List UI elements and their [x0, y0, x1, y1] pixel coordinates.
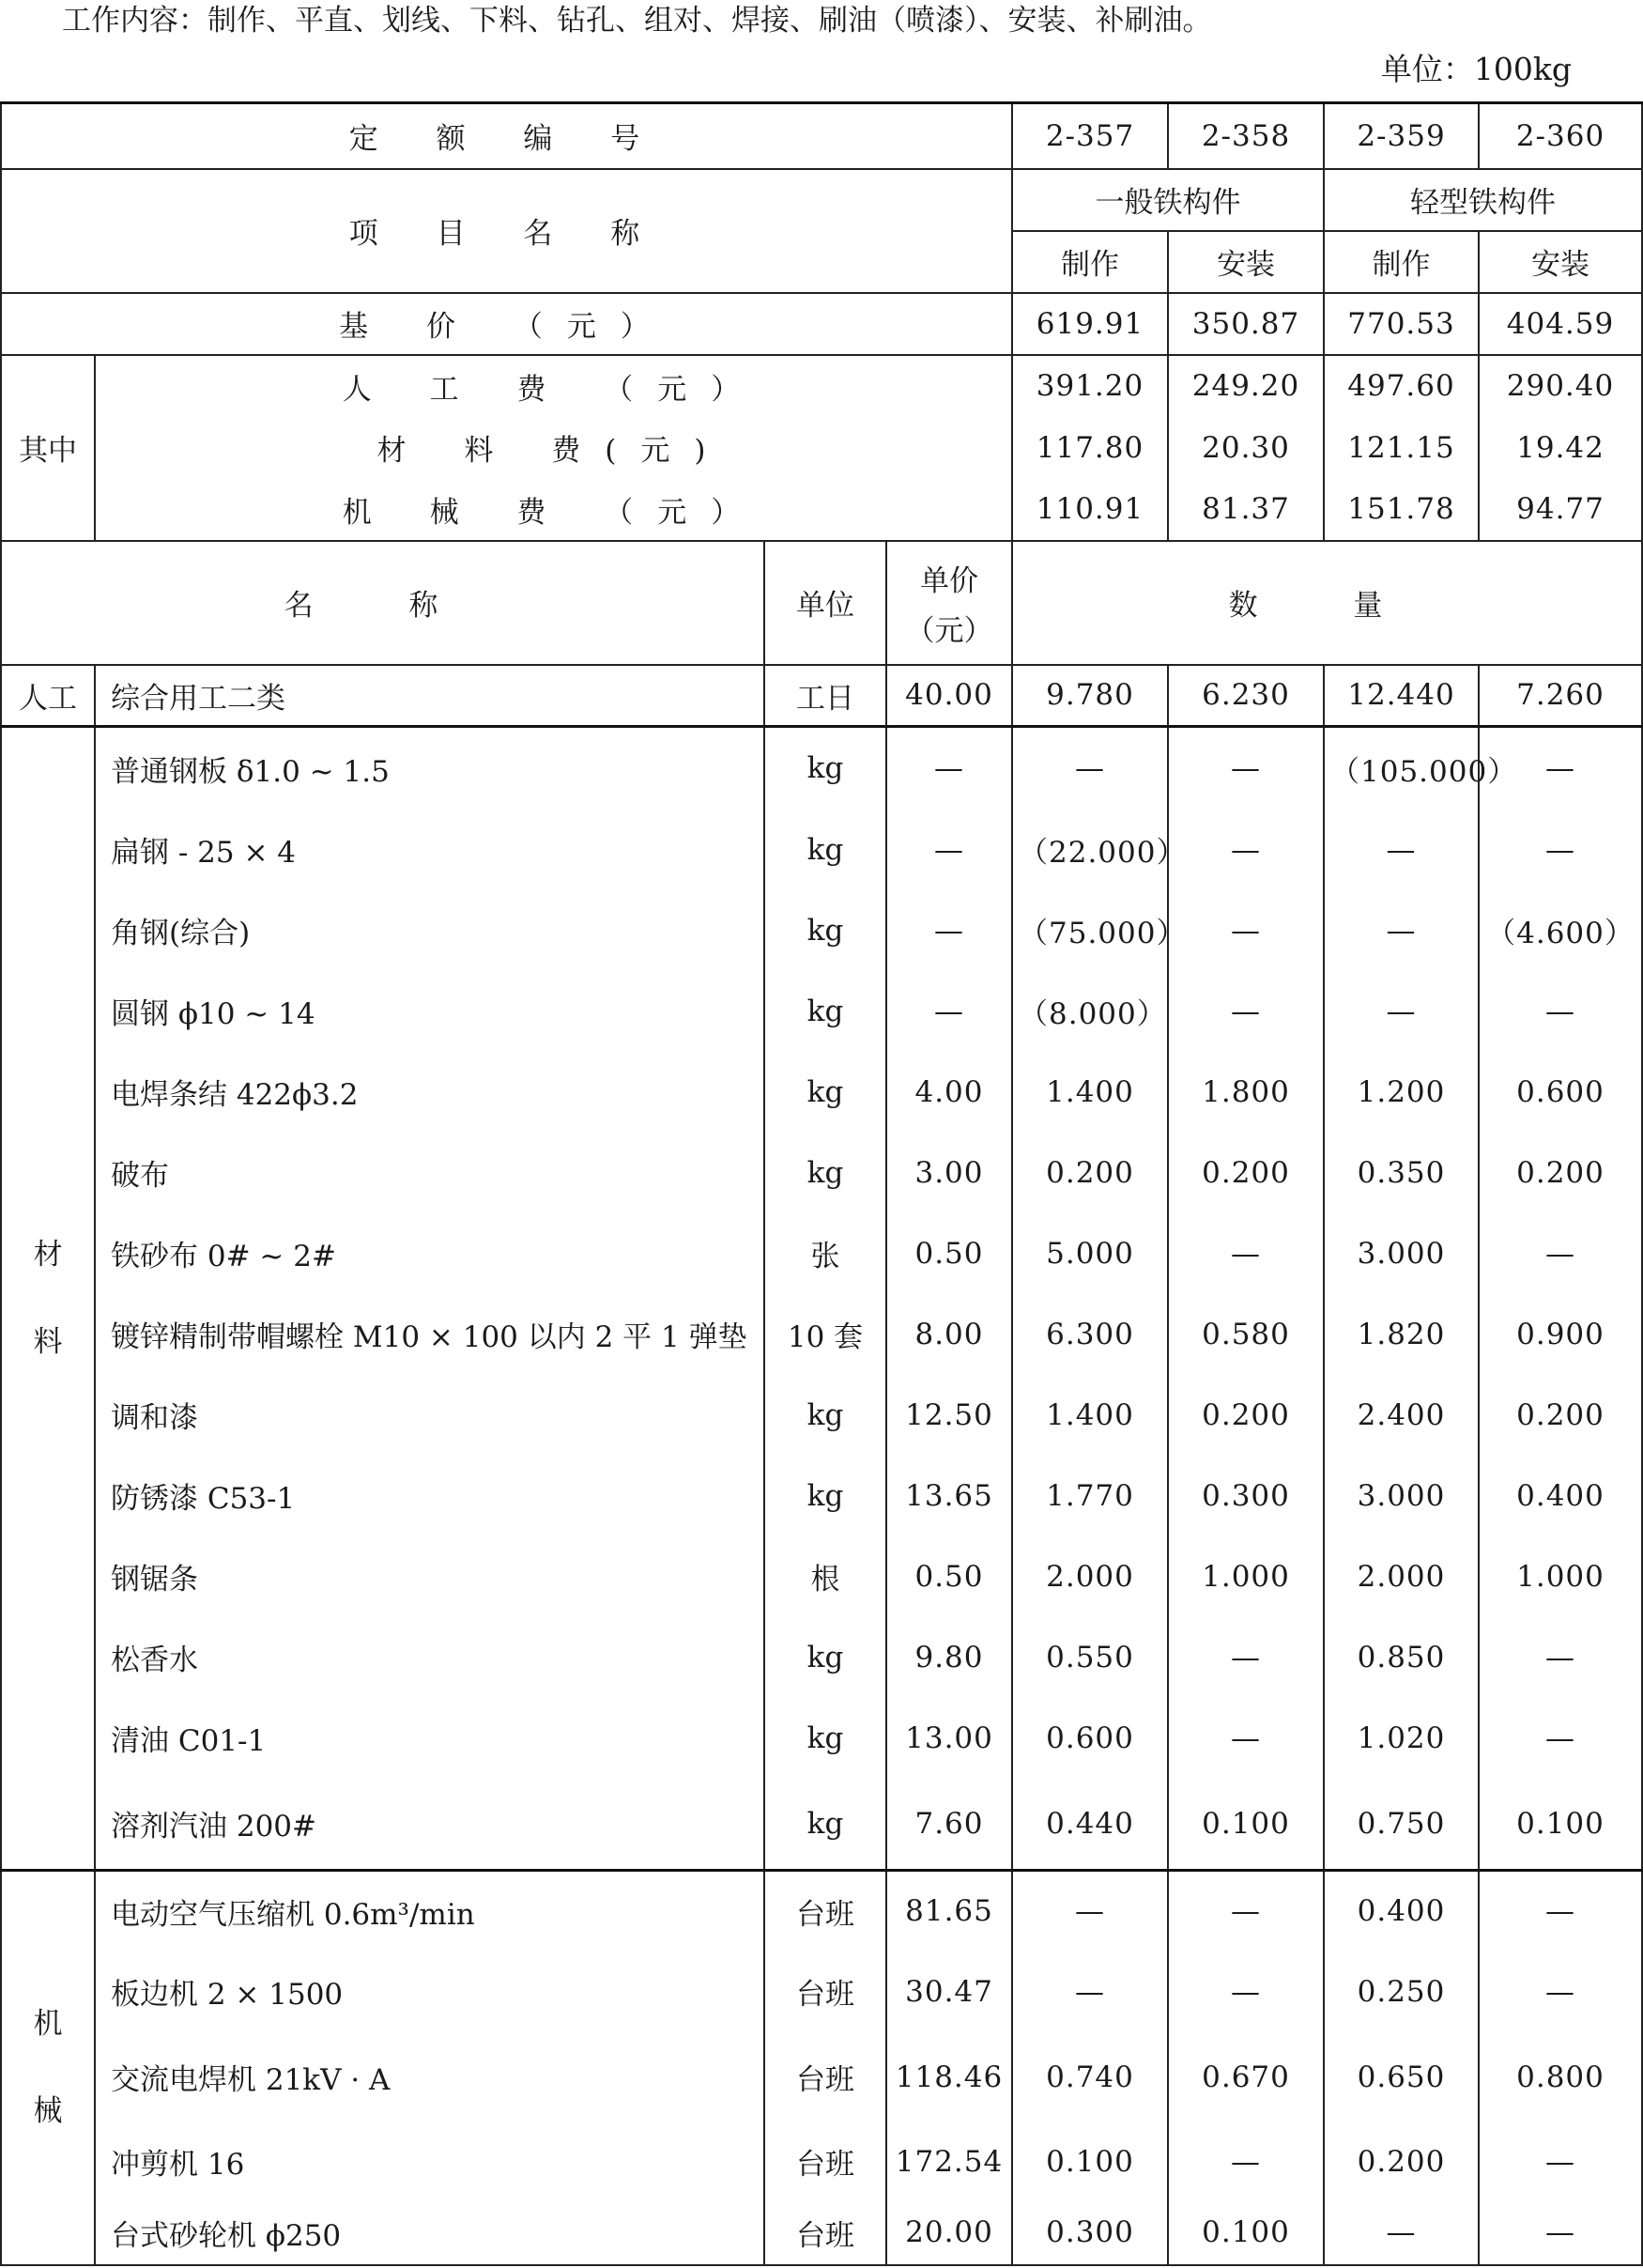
item-name: 圆钢 ϕ10 ~ 14: [95, 971, 764, 1052]
sub-item-label: 制作: [1324, 231, 1479, 293]
item-name: 扁钢 - 25 × 4: [95, 810, 764, 890]
item-qty: —: [1479, 971, 1642, 1052]
item-qty: 1.000: [1168, 1536, 1324, 1617]
item-price: 4.00: [886, 1052, 1012, 1133]
item-name-label: 项 目 名 称: [1, 169, 1012, 293]
item-unit: kg: [764, 810, 886, 890]
item-name: 普通钢板 δ1.0 ~ 1.5: [95, 727, 764, 810]
material-row: [1, 971, 1642, 1052]
item-name: 角钢(综合): [95, 890, 764, 971]
item-name: 调和漆: [95, 1375, 764, 1456]
item-unit: kg: [764, 1375, 886, 1456]
material-row: [1, 1779, 1642, 1871]
breakdown-cell: 110.91: [1012, 479, 1168, 541]
item-qty: 1.200: [1324, 1052, 1479, 1133]
item-qty: 0.300: [1012, 2201, 1168, 2265]
item-qty: 0.200: [1324, 2122, 1479, 2201]
item-qty: （75.000）: [1012, 890, 1168, 971]
item-qty: 0.100: [1479, 1779, 1642, 1871]
item-qty: —: [1479, 1952, 1642, 2032]
item-qty: —: [1324, 810, 1479, 890]
quota-no-cell: 2-357: [1012, 103, 1168, 169]
qizhong-label: 其中: [1, 355, 95, 541]
item-qty: 0.580: [1168, 1294, 1324, 1375]
item-name: 防锈漆 C53-1: [95, 1456, 764, 1536]
item-price: 20.00: [886, 2201, 1012, 2265]
base-price-cell: 619.91: [1012, 293, 1168, 355]
labor-qty: 9.780: [1012, 665, 1168, 727]
item-name: 台式砂轮机 ϕ250: [95, 2201, 764, 2265]
quota-no-row: [1, 103, 1642, 169]
item-qty: 6.300: [1012, 1294, 1168, 1375]
labor-fee-row: [1, 355, 1642, 417]
item-qty: 0.250: [1324, 1952, 1479, 2032]
item-name: 板边机 2 × 1500: [95, 1952, 764, 2032]
item-name: 电焊条结 422ϕ3.2: [95, 1052, 764, 1133]
group-label: 轻型铁构件: [1324, 169, 1642, 231]
labor-category: 人工: [1, 665, 95, 727]
item-qty: 0.300: [1168, 1456, 1324, 1536]
item-qty: 1.020: [1324, 1698, 1479, 1779]
base-price-label: 基 价 （元）: [1, 293, 1012, 355]
unit-label: 单位：100kg: [1380, 51, 1572, 87]
sub-item-label: 安装: [1168, 231, 1324, 293]
item-qty: 0.750: [1324, 1779, 1479, 1871]
breakdown-cell: 81.37: [1168, 479, 1324, 541]
item-price: 118.46: [886, 2032, 1012, 2122]
item-qty: —: [1479, 1698, 1642, 1779]
breakdown-cell: 497.60: [1324, 355, 1479, 417]
item-unit: kg: [764, 971, 886, 1052]
column-header-row: [1, 541, 1642, 665]
item-qty: —: [1479, 1213, 1642, 1294]
base-price-cell: 350.87: [1168, 293, 1324, 355]
breakdown-label: 材 料 费(元): [95, 417, 1012, 479]
item-qty: 1.000: [1479, 1536, 1642, 1617]
machinery-category: [1, 1871, 95, 2265]
item-qty: 0.400: [1479, 1456, 1642, 1536]
item-qty: 1.820: [1324, 1294, 1479, 1375]
price-header-line: 单价: [920, 563, 978, 598]
labor-qty: 12.440: [1324, 665, 1479, 727]
item-price: 172.54: [886, 2122, 1012, 2201]
item-qty: 2.000: [1324, 1536, 1479, 1617]
item-unit: kg: [764, 1779, 886, 1871]
breakdown-cell: 121.15: [1324, 417, 1479, 479]
material-row: [1, 810, 1642, 890]
item-qty: —: [1479, 810, 1642, 890]
item-qty: —: [1168, 727, 1324, 810]
item-qty: 0.800: [1479, 2032, 1642, 2122]
price-header: [886, 541, 1012, 665]
item-name: 破布: [95, 1133, 764, 1213]
item-price: 12.50: [886, 1375, 1012, 1456]
item-name: 铁砂布 0# ~ 2#: [95, 1213, 764, 1294]
price-header-line: （元）: [905, 613, 993, 648]
item-qty: 0.670: [1168, 2032, 1324, 2122]
item-unit: 台班: [764, 2201, 886, 2265]
item-unit: 台班: [764, 2032, 886, 2122]
quantity-header: 数 量: [1012, 541, 1642, 665]
item-qty: —: [1479, 1871, 1642, 1952]
item-qty: —: [1012, 1952, 1168, 2032]
item-unit: 根: [764, 1536, 886, 1617]
breakdown-label: 机 械 费 （元）: [95, 479, 1012, 541]
item-qty: 1.400: [1012, 1052, 1168, 1133]
item-qty: 0.200: [1479, 1133, 1642, 1213]
item-qty: —: [1324, 2201, 1479, 2265]
labor-row: [1, 665, 1642, 727]
item-qty: 0.100: [1168, 2201, 1324, 2265]
sub-item-label: 安装: [1479, 231, 1642, 293]
material-row: [1, 1375, 1642, 1456]
item-qty: —: [1168, 1698, 1324, 1779]
group-label: 一般铁构件: [1012, 169, 1324, 231]
labor-price: 40.00: [886, 665, 1012, 727]
work-content-note: 工作内容：制作、平直、划线、下料、钻孔、组对、焊接、刷油（喷漆）、安装、补刷油。: [62, 4, 1212, 38]
material-row: [1, 890, 1642, 971]
item-qty: （8.000）: [1012, 971, 1168, 1052]
material-row: [1, 1133, 1642, 1213]
materials-section: [1, 727, 1642, 1871]
item-unit: kg: [764, 1133, 886, 1213]
item-unit: 台班: [764, 1952, 886, 2032]
item-qty: 0.100: [1012, 2122, 1168, 2201]
item-qty: —: [1479, 1617, 1642, 1698]
item-group-row: [1, 169, 1642, 231]
item-unit: kg: [764, 1617, 886, 1698]
quota-no-cell: 2-358: [1168, 103, 1324, 169]
item-qty: 0.650: [1324, 2032, 1479, 2122]
item-name: 清油 C01-1: [95, 1698, 764, 1779]
item-qty: 3.000: [1324, 1213, 1479, 1294]
item-price: 7.60: [886, 1779, 1012, 1871]
item-price: —: [886, 727, 1012, 810]
item-qty: —: [1168, 1213, 1324, 1294]
item-name: 松香水: [95, 1617, 764, 1698]
category-char: 机: [33, 2006, 63, 2041]
item-price: 3.00: [886, 1133, 1012, 1213]
machinery-row: [1, 1952, 1642, 2032]
item-price: 9.80: [886, 1617, 1012, 1698]
item-qty: （22.000）: [1012, 810, 1168, 890]
item-qty: —: [1168, 1952, 1324, 2032]
material-row: [1, 1536, 1642, 1617]
labor-unit: 工日: [764, 665, 886, 727]
item-qty: 1.770: [1012, 1456, 1168, 1536]
item-name: 电动空气压缩机 0.6m³/min: [95, 1871, 764, 1952]
quota-no-cell: 2-359: [1324, 103, 1479, 169]
breakdown-cell: 249.20: [1168, 355, 1324, 417]
labor-qty: 6.230: [1168, 665, 1324, 727]
item-qty: —: [1479, 727, 1642, 810]
base-price-row: [1, 293, 1642, 355]
category-char: 材: [33, 1237, 63, 1272]
item-name: 溶剂汽油 200#: [95, 1779, 764, 1871]
item-qty: 0.200: [1168, 1133, 1324, 1213]
material-category: [1, 727, 95, 1871]
material-row: [1, 1213, 1642, 1294]
item-qty: （4.600）: [1479, 890, 1642, 971]
item-qty: 0.600: [1012, 1698, 1168, 1779]
item-qty: —: [1168, 971, 1324, 1052]
machinery-row: [1, 2122, 1642, 2201]
breakdown-label: 人 工 费 （元）: [95, 355, 1012, 417]
machinery-row: [1, 2201, 1642, 2265]
machinery-row: [1, 2032, 1642, 2122]
labor-name: 综合用工二类: [95, 665, 764, 727]
breakdown-cell: 391.20: [1012, 355, 1168, 417]
material-row: [1, 1052, 1642, 1133]
material-row: [1, 1294, 1642, 1375]
item-qty: 0.200: [1479, 1375, 1642, 1456]
item-price: —: [886, 810, 1012, 890]
breakdown-cell: 117.80: [1012, 417, 1168, 479]
item-qty: 0.200: [1168, 1375, 1324, 1456]
item-name: 冲剪机 16: [95, 2122, 764, 2201]
item-name: 交流电焊机 21kV · A: [95, 2032, 764, 2122]
item-qty: —: [1012, 727, 1168, 810]
item-qty: 0.550: [1012, 1617, 1168, 1698]
item-qty: —: [1168, 2122, 1324, 2201]
item-qty: 2.400: [1324, 1375, 1479, 1456]
material-row: [1, 1698, 1642, 1779]
item-price: 13.00: [886, 1698, 1012, 1779]
material-row: [1, 727, 1642, 810]
breakdown-cell: 19.42: [1479, 417, 1642, 479]
category-char: 料: [33, 1324, 63, 1359]
item-qty: —: [1168, 810, 1324, 890]
item-name: 钢锯条: [95, 1536, 764, 1617]
item-qty: 0.100: [1168, 1779, 1324, 1871]
item-qty: 1.800: [1168, 1052, 1324, 1133]
material-fee-row: [1, 417, 1642, 479]
item-qty: 1.400: [1012, 1375, 1168, 1456]
item-qty: —: [1168, 1617, 1324, 1698]
item-qty: 0.200: [1012, 1133, 1168, 1213]
item-qty: 0.350: [1324, 1133, 1479, 1213]
item-price: —: [886, 971, 1012, 1052]
machinery-row: [1, 1871, 1642, 1952]
category-char: 械: [33, 2093, 63, 2128]
item-unit: kg: [764, 1698, 886, 1779]
item-name: 镀锌精制带帽螺栓 M10 × 100 以内 2 平 1 弹垫: [95, 1294, 764, 1375]
quota-no-label: 定 额 编 号: [1, 103, 1012, 169]
item-qty: —: [1168, 890, 1324, 971]
quota-table: [0, 101, 1643, 2266]
breakdown-cell: 94.77: [1479, 479, 1642, 541]
breakdown-cell: 20.30: [1168, 417, 1324, 479]
item-qty: —: [1168, 1871, 1324, 1952]
item-qty: 0.850: [1324, 1617, 1479, 1698]
item-unit: 张: [764, 1213, 886, 1294]
item-price: 0.50: [886, 1213, 1012, 1294]
item-price: 13.65: [886, 1456, 1012, 1536]
item-price: 30.47: [886, 1952, 1012, 2032]
item-price: 0.50: [886, 1536, 1012, 1617]
machinery-section: [1, 1871, 1642, 2265]
item-unit: kg: [764, 1456, 886, 1536]
item-qty: （105.000）: [1324, 727, 1479, 810]
item-price: 81.65: [886, 1871, 1012, 1952]
item-qty: 0.600: [1479, 1052, 1642, 1133]
sub-item-label: 制作: [1012, 231, 1168, 293]
breakdown-cell: 290.40: [1479, 355, 1642, 417]
item-unit: kg: [764, 890, 886, 971]
item-qty: 0.400: [1324, 1871, 1479, 1952]
item-unit: 台班: [764, 2122, 886, 2201]
material-row: [1, 1617, 1642, 1698]
breakdown-cell: 151.78: [1324, 479, 1479, 541]
item-qty: 0.440: [1012, 1779, 1168, 1871]
item-unit: 台班: [764, 1871, 886, 1952]
material-row: [1, 1456, 1642, 1536]
item-unit: 10 套: [764, 1294, 886, 1375]
base-price-cell: 770.53: [1324, 293, 1479, 355]
quota-no-cell: 2-360: [1479, 103, 1642, 169]
item-qty: —: [1012, 1871, 1168, 1952]
item-qty: —: [1479, 2201, 1642, 2265]
item-qty: —: [1324, 971, 1479, 1052]
labor-qty: 7.260: [1479, 665, 1642, 727]
item-qty: —: [1324, 890, 1479, 971]
name-header: 名 称: [1, 541, 764, 665]
item-unit: kg: [764, 1052, 886, 1133]
item-qty: 0.900: [1479, 1294, 1642, 1375]
item-qty: —: [1479, 2122, 1642, 2201]
item-price: 8.00: [886, 1294, 1012, 1375]
item-qty: 2.000: [1012, 1536, 1168, 1617]
machinery-fee-row: [1, 479, 1642, 541]
base-price-cell: 404.59: [1479, 293, 1642, 355]
item-qty: 0.740: [1012, 2032, 1168, 2122]
item-qty: 3.000: [1324, 1456, 1479, 1536]
unit-header: 单位: [764, 541, 886, 665]
item-qty: 5.000: [1012, 1213, 1168, 1294]
item-price: —: [886, 890, 1012, 971]
item-unit: kg: [764, 727, 886, 810]
